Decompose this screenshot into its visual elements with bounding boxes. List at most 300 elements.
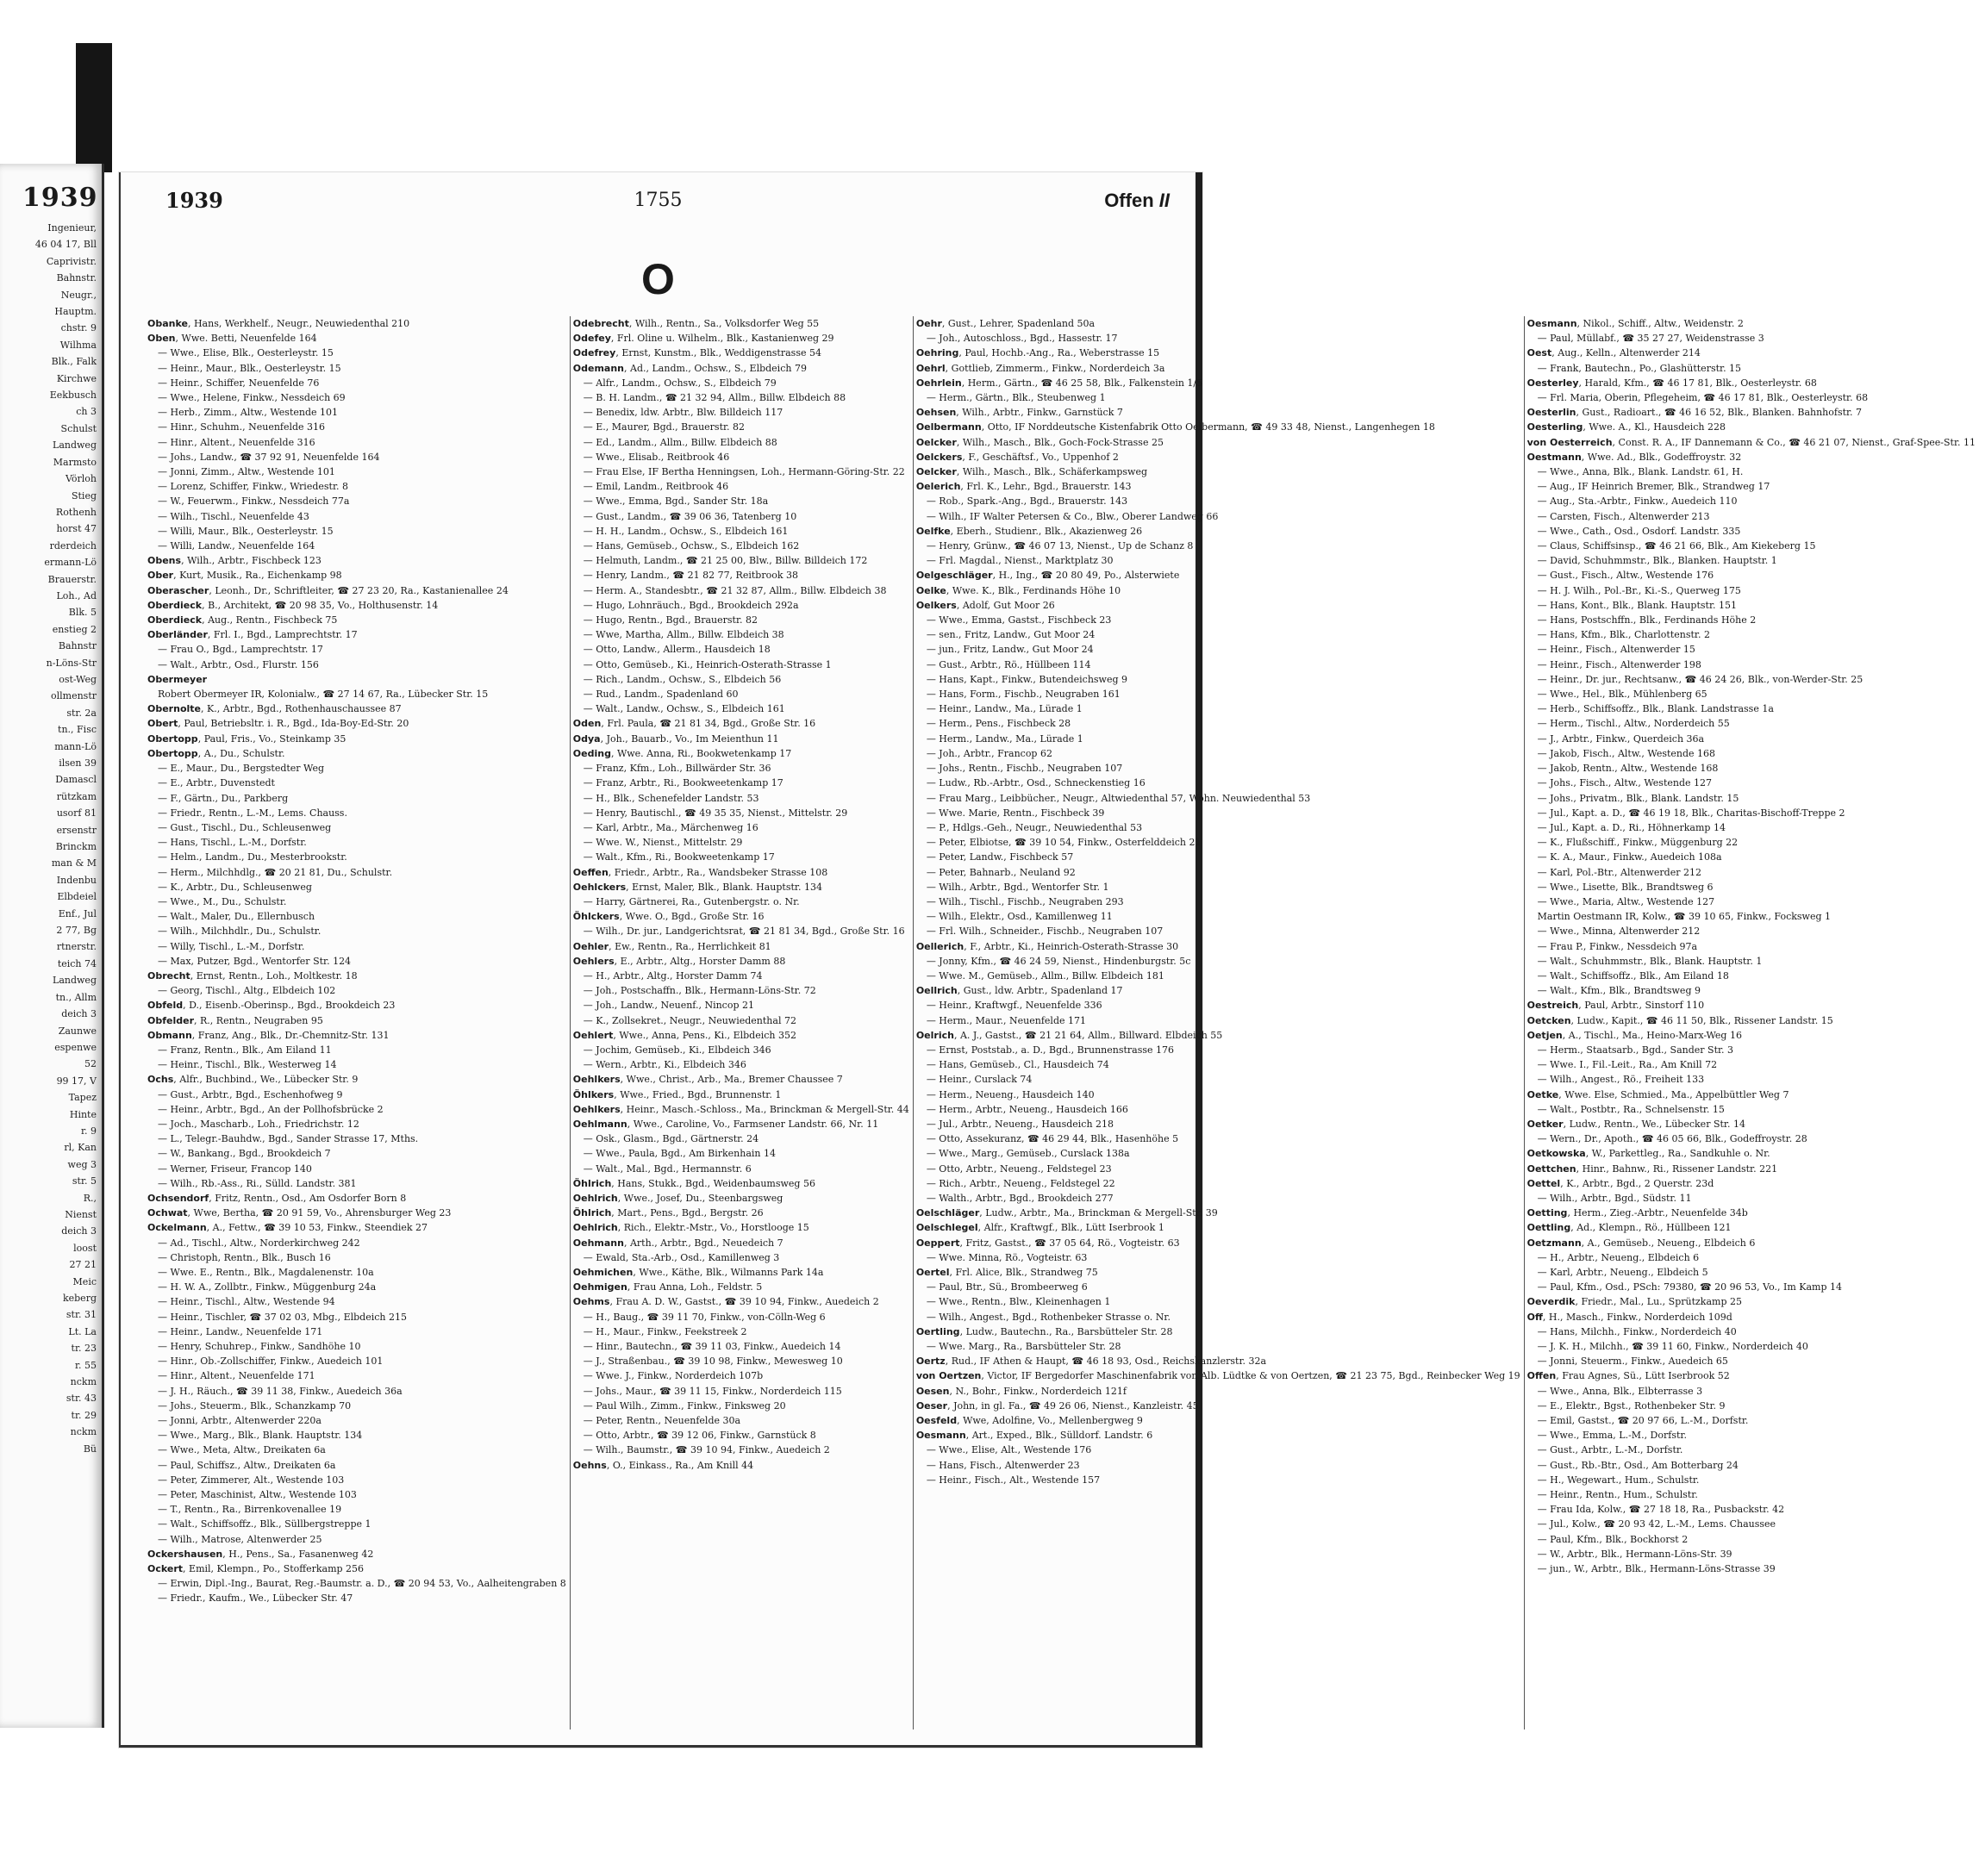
previous-page-line: Wilhma: [59, 339, 97, 351]
directory-entry: [573, 850, 909, 864]
directory-entry: [916, 390, 1520, 405]
entry-surname: Oehlkers: [572, 1074, 621, 1086]
entry-details: — Otto, Landw., Allerm., Hausdeich 18: [583, 644, 771, 656]
directory-entry: [1527, 494, 1976, 508]
previous-page-line: Caprivistr.: [46, 255, 97, 267]
entry-details: — Frl. Maria, Oberin, Pflegeheim, ☎ 46 17 81, Blk., Oesterleystr. 68: [1537, 392, 1869, 404]
directory-entry: [147, 524, 566, 539]
directory-column-3: [913, 316, 1524, 1730]
previous-page-line: tn., Fisc: [58, 724, 97, 736]
directory-entry: [573, 894, 909, 909]
entry-details: — Franz, Arbtr., Ri., Bookweetenkamp 17: [583, 777, 783, 789]
entry-surname: Oehring: [915, 347, 959, 359]
entry-details: — Hinr., Altent., Neuenfelde 316: [158, 436, 315, 448]
entry-details: — Peter, Landw., Fischbeck 57: [926, 851, 1074, 863]
entry-details: — Otto, Arbtr., Neueng., Feldstegel 23: [926, 1162, 1112, 1175]
directory-entry: [573, 1354, 909, 1368]
previous-page-line: Kirchwe: [56, 372, 97, 384]
directory-entry: [1527, 894, 1976, 909]
entry-details: — Karl, Pol.-Btr., Altenwerder 212: [1537, 866, 1701, 878]
entry-details: Paul, Betriebsltr. i. R., Bgd., Ida-Boy-Ed-Str. 20: [184, 718, 409, 730]
directory-entry: [147, 1324, 566, 1339]
directory-entry: [573, 627, 909, 642]
entry-surname: Off: [1526, 1311, 1543, 1323]
directory-entry: [147, 1368, 566, 1383]
entry-surname: Oellerich: [915, 940, 965, 952]
entry-details: — Paul, Btr., Sü., Brombeerweg 6: [926, 1281, 1088, 1293]
entry-details: — Gust., Rb.-Btr., Osd., Am Botterbarg 24: [1537, 1459, 1739, 1471]
entry-surname: Odemann: [572, 362, 625, 374]
entry-details: — Otto, Arbtr., ☎ 39 12 06, Finkw., Garnstück 8: [583, 1430, 816, 1442]
entry-details: — David, Schuhmmstr., Blk., Blanken. Hauptstr. 1: [1537, 555, 1777, 567]
entry-details: — Heinr., Schiffer, Neuenfelde 76: [158, 377, 320, 389]
directory-entry: Oehlkers, Heinr., Masch.-Schloss., Ma., Brinckman & Mergell-Str. 44: [572, 1103, 909, 1115]
entry-details: — Heinr., Dr. jur., Rechtsanw., ☎ 46 24 26, Blk., von-Werder-Str. 25: [1537, 673, 1864, 685]
entry-surname: Ober: [147, 570, 174, 582]
directory-entry: [916, 894, 1520, 909]
directory-entry: Oehlers, E., Arbtr., Altg., Horster Damm 88: [572, 955, 786, 967]
directory-entry: [573, 583, 909, 598]
entry-details: — Wwe. W., Nienst., Mittelstr. 29: [583, 837, 743, 849]
directory-entry: Oehsen, Wilh., Arbtr., Finkw., Garnstück 7: [915, 407, 1123, 419]
directory-entry: Oeffen, Friedr., Arbtr., Ra., Wandsbeker Strasse 108: [572, 866, 828, 878]
entry-details: — Peter, Rentn., Neuenfelde 30a: [583, 1415, 741, 1427]
entry-surname: Ockert: [147, 1563, 184, 1575]
directory-entry: [573, 1013, 909, 1028]
entry-details: Otto, IF Norddeutsche Kistenfabrik Otto Oelbermann, ☎ 49 33 48, Nienst., Langenhegen 18: [987, 421, 1435, 433]
entry-surname: Oehler: [572, 940, 609, 952]
entry-details: — Walt., Maler, Du., Ellernbusch: [158, 911, 315, 923]
entry-details: — F., Gärtn., Du., Parkberg: [158, 792, 289, 804]
previous-page-line: ollmenstr: [50, 690, 97, 702]
entry-details: F., Arbtr., Ki., Heinrich-Osterath-Strasse 30: [970, 940, 1179, 952]
entry-details: — Jonni, Zimm., Altw., Westende 101: [158, 466, 335, 478]
entry-surname: Obrecht: [147, 969, 190, 982]
previous-page-line: man & M: [51, 857, 97, 869]
directory-entry: Oden, Frl. Paula, ☎ 21 81 34, Bgd., Große Str. 16: [572, 718, 816, 730]
directory-entry: [147, 1265, 566, 1280]
directory-entry: [916, 1176, 1520, 1191]
entry-details: Paul, Arbtr., Sinstorf 110: [1584, 1000, 1705, 1012]
previous-page-line: 46 04 17, Bll: [34, 239, 97, 251]
entry-details: Ludw., Arbtr., Ma., Brinckman & Mergell-Str. 39: [985, 1207, 1218, 1219]
entry-details: H., Pens., Sa., Fasanenweg 42: [228, 1548, 374, 1560]
entry-details: Harald, Kfm., ☎ 46 17 81, Blk., Oesterleystr. 68: [1584, 377, 1817, 389]
entry-surname: Oetke: [1526, 1088, 1559, 1100]
directory-entry: Oetkowska, W., Parkettleg., Ra., Sandkuhle o. Nr.: [1526, 1148, 1770, 1160]
entry-details: — sen., Fritz, Landw., Gut Moor 24: [926, 629, 1096, 641]
entry-surname: Oelcker: [915, 466, 957, 478]
entry-surname: Oetker: [1526, 1118, 1564, 1130]
entry-details: — Johs., Rentn., Fischb., Neugraben 107: [926, 763, 1123, 775]
directory-entry: [1527, 701, 1976, 716]
entry-details: E., Arbtr., Altg., Horster Damm 88: [620, 955, 786, 967]
entry-details: — Gust., Fisch., Altw., Westende 176: [1537, 570, 1714, 582]
entry-details: Franz, Ang., Blk., Dr.-Chemnitz-Str. 131: [197, 1029, 390, 1041]
directory-entry: [1527, 568, 1976, 583]
previous-page-line: n-Löns-Str: [46, 657, 97, 669]
entry-details: — Heinr., Tischler, ☎ 37 02 03, Mbg., Elbdeich 215: [158, 1311, 407, 1323]
entry-details: Mart., Pens., Bgd., Bergstr. 26: [617, 1207, 764, 1219]
previous-page-line: 52: [84, 1058, 97, 1070]
directory-entry: [573, 1146, 909, 1161]
entry-surname: Oelbermann: [915, 421, 982, 433]
directory-entry: Oelcker, Wilh., Masch., Blk., Schäferkampsweg: [915, 466, 1147, 478]
entry-surname: Oehmigen: [572, 1281, 627, 1293]
entry-details: — Hans, Kont., Blk., Blank. Hauptstr. 151: [1537, 599, 1737, 611]
entry-details: — Karl, Arbtr., Neueng., Elbdeich 5: [1537, 1267, 1708, 1278]
directory-entry: Oertling, Ludw., Bautechn., Ra., Barsbütteler Str. 28: [915, 1325, 1173, 1337]
directory-entry: [573, 806, 909, 820]
entry-details: — Walt., Kfm., Ri., Bookweetenkamp 17: [583, 851, 775, 863]
entry-details: — K., Flußschiff., Finkw., Müggenburg 22: [1537, 837, 1739, 849]
entry-details: — Wilh., Matrose, Altenwerder 25: [158, 1533, 322, 1545]
entry-details: — T., Rentn., Ra., Birrenkovenallee 19: [158, 1504, 342, 1516]
directory-entry: [916, 924, 1520, 938]
directory-entry: [916, 746, 1520, 761]
directory-entry: Oetcken, Ludw., Kapit., ☎ 46 11 50, Blk., Rissener Landstr. 15: [1526, 1014, 1833, 1026]
entry-details: Frl. Alice, Blk., Strandweg 75: [955, 1267, 1098, 1278]
entry-surname: Oelke: [915, 584, 946, 596]
previous-page-lines: [0, 220, 102, 1457]
entry-details: — K., Arbtr., Du., Schleusenweg: [158, 881, 312, 893]
entry-details: Ew., Rentn., Ra., Herrlichkeit 81: [615, 940, 771, 952]
directory-entry: [573, 835, 909, 850]
entry-details: — Heinr., Tischl., Altw., Westende 94: [158, 1296, 335, 1308]
entry-details: — E., Elektr., Bgst., Rothenbeker Str. 9: [1537, 1399, 1726, 1412]
directory-entry: [147, 909, 566, 924]
entry-details: — Herm., Arbtr., Neueng., Hausdeich 166: [926, 1103, 1128, 1115]
entry-details: — Johs., Fisch., Altw., Westende 127: [1537, 777, 1713, 789]
entry-surname: Obertopp: [147, 732, 198, 745]
directory-entry: [147, 983, 566, 998]
directory-entry: [147, 820, 566, 835]
entry-details: — Hinr., Ob.-Zollschiffer, Finkw., Auedeich 101: [158, 1356, 384, 1368]
entry-details: — W., Arbtr., Blk., Hermann-Löns-Str. 39: [1537, 1548, 1732, 1560]
directory-entry: [573, 1428, 909, 1443]
directory-entry: [573, 1384, 909, 1399]
entry-surname: Oelerich: [915, 481, 961, 493]
entry-details: Wwe, Adolfine, Vo., Mellenbergweg 9: [963, 1415, 1143, 1427]
directory-entry: [1527, 1265, 1976, 1280]
directory-entry: [573, 539, 909, 553]
directory-entry: [573, 524, 909, 539]
directory-entry: Oeppert, Fritz, Gastst., ☎ 37 05 64, Rö., Vogteistr. 63: [915, 1237, 1180, 1249]
previous-page-line: r. 55: [74, 1359, 97, 1371]
entry-details: — Franz, Rentn., Blk., Am Eiland 11: [158, 1044, 332, 1056]
directory-entry: Oesmann, Nikol., Schiff., Altw., Weidenstr. 2: [1526, 318, 1744, 329]
previous-page-line: Bü: [83, 1443, 97, 1455]
entry-surname: Obfelder: [147, 1014, 195, 1026]
directory-entry: von Oertzen, Victor, IF Bergedorfer Maschinenfabrik von Alb. Lüdtke & von Oertzen, ☎ 21 23 75, Bgd., Reinbecker Weg 19: [915, 1370, 1520, 1382]
entry-details: Ad., Landm., Ochsw., S., Elbdeich 79: [630, 362, 807, 374]
entry-details: — Otto, Assekuranz, ☎ 46 29 44, Blk., Hasenhöhe 5: [926, 1133, 1179, 1145]
directory-entry: [916, 909, 1520, 924]
entry-details: — Ad., Tischl., Altw., Norderkirchweg 242: [158, 1237, 360, 1249]
previous-page-line: r. 9: [80, 1125, 97, 1137]
entry-details: — Joh., Landw., Neuenf., Nincop 21: [583, 1000, 755, 1012]
entry-details: — Wilh., Arbtr., Bgd., Wentorfer Str. 1: [926, 881, 1109, 893]
entry-details: — Jonny, Kfm., ☎ 46 24 59, Nienst., Hindenburgstr. 5c: [926, 955, 1191, 967]
entry-details: Alfr., Buchbind., We., Lübecker Str. 9: [179, 1074, 359, 1086]
entry-details: — Wwe., Emma, Bgd., Sander Str. 18a: [583, 495, 769, 508]
directory-entry: Odya, Joh., Bauarb., Vo., Im Meienthun 11: [572, 732, 779, 745]
entry-details: — Gust., Tischl., Du., Schleusenweg: [158, 821, 332, 833]
entry-details: — Hugo, Rentn., Bgd., Brauerstr. 82: [583, 614, 758, 626]
entry-details: — H., Arbtr., Neueng., Elbdeich 6: [1537, 1251, 1700, 1263]
directory-entry: [147, 658, 566, 672]
entry-surname: Oellrich: [915, 985, 958, 997]
entry-surname: Öhlkers: [572, 1088, 615, 1100]
entry-surname: Obernolte: [147, 703, 201, 715]
entry-details: Wwe. K., Blk., Ferdinands Höhe 10: [952, 584, 1121, 596]
previous-page-line: Schulst: [60, 422, 97, 434]
entry-surname: Oehlers: [572, 955, 615, 967]
directory-entry: [1527, 1057, 1976, 1072]
directory-entry: [916, 1043, 1520, 1057]
previous-page-line: Brinckm: [55, 841, 97, 853]
entry-details: Emil, Klempn., Po., Stofferkamp 256: [189, 1563, 365, 1575]
entry-details: — Ludw., Rb.-Arbtr., Osd., Schneckenstieg 16: [926, 777, 1146, 789]
entry-details: — J., Straßenbau., ☎ 39 10 98, Finkw., Mewesweg 10: [583, 1356, 843, 1368]
directory-entry: Oeser, John, in gl. Fa., ☎ 49 26 06, Nienst., Kanzleistr. 45: [915, 1399, 1199, 1412]
directory-entry: [1527, 909, 1976, 924]
entry-details: Frl. Paula, ☎ 21 81 34, Bgd., Große Str. 16: [607, 718, 816, 730]
entry-details: Ludw., Kapit., ☎ 46 11 50, Blk., Rissener Landstr. 15: [1576, 1014, 1833, 1026]
entry-details: — Johs., Steuerm., Blk., Schanzkamp 70: [158, 1399, 352, 1412]
directory-entry: [1527, 716, 1976, 731]
directory-entry: [147, 509, 566, 524]
directory-entry: [573, 509, 909, 524]
entry-details: — E., Arbtr., Duvenstedt: [158, 777, 275, 789]
entry-details: — Paul Wilh., Zimm., Finkw., Finksweg 20: [583, 1399, 786, 1412]
entry-details: Wilh., Masch., Blk., Goch-Fock-Strasse 25: [962, 436, 1164, 448]
directory-entry: [1527, 835, 1976, 850]
directory-entry: [573, 969, 909, 983]
entry-details: Leonh., Dr., Schriftleiter, ☎ 27 23 20, Ra., Kastanienallee 24: [215, 584, 509, 596]
directory-entry: Oben, Wwe. Betti, Neuenfelde 164: [147, 333, 317, 345]
previous-page-edge: [0, 164, 104, 1728]
entry-details: Wwe., Käthe, Blk., Wilmanns Park 14a: [639, 1267, 824, 1278]
entry-details: Wwe. Else, Schmied., Ma., Appelbüttler Weg 7: [1564, 1088, 1789, 1100]
entry-details: — Wern., Arbtr., Ki., Elbdeich 346: [583, 1059, 746, 1071]
entry-details: Wwe., Caroline, Vo., Farmsener Landstr. 66, Nr. 11: [633, 1118, 879, 1130]
directory-entry: [1527, 1384, 1976, 1399]
directory-entry: Oehmichen, Wwe., Käthe, Blk., Wilmanns Park 14a: [572, 1267, 824, 1278]
entry-details: — Hans, Tischl., L.-M., Dorfstr.: [158, 837, 307, 849]
entry-details: B., Architekt, ☎ 20 98 35, Vo., Holthusenstr. 14: [208, 599, 439, 611]
previous-page-line: 99 17, V: [56, 1075, 97, 1087]
previous-page-line: chstr. 9: [60, 322, 97, 334]
directory-entry: Oehlckers, Ernst, Maler, Blk., Blank. Hauptstr. 134: [572, 881, 822, 893]
directory-entry: Obfelder, R., Rentn., Neugraben 95: [147, 1014, 323, 1026]
entry-details: — Wilh., Rb.-Ass., Ri., Sülld. Landstr. 381: [158, 1177, 357, 1189]
directory-entry: [1527, 939, 1976, 954]
entry-surname: Offen: [1526, 1370, 1557, 1382]
entry-surname: Oeffen: [572, 866, 609, 878]
directory-entry: [1527, 776, 1976, 790]
directory-entry: Off, H., Masch., Finkw., Norderdeich 109d: [1526, 1311, 1732, 1323]
entry-details: Fritz, Rentn., Osd., Am Osdorfer Born 8: [215, 1192, 407, 1204]
directory-entry: Obens, Wilh., Arbtr., Fischbeck 123: [147, 555, 322, 567]
entry-details: — Wwe, Martha, Allm., Billw. Elbdeich 38: [583, 629, 784, 641]
directory-entry: [916, 806, 1520, 820]
entry-details: — Herm., Gärtn., Blk., Steubenweg 1: [926, 392, 1106, 404]
entry-details: — Gust., Arbtr., L.-M., Dorfstr.: [1537, 1444, 1683, 1456]
entry-surname: Oelrich: [915, 1029, 954, 1041]
directory-entry: [147, 1576, 566, 1591]
directory-entry: Obertopp, Paul, Fris., Vo., Steinkamp 35: [147, 732, 346, 745]
directory-entry: [1527, 732, 1976, 746]
entry-details: — Herb., Schiffsoffz., Blk., Blank. Landstrasse 1a: [1537, 703, 1774, 715]
directory-entry: Oertel, Frl. Alice, Blk., Strandweg 75: [915, 1267, 1098, 1278]
entry-details: — Wwe., Emma, Gastst., Fischbeck 23: [926, 614, 1112, 626]
directory-entry: Oelcker, Wilh., Masch., Blk., Goch-Fock-Strasse 25: [915, 436, 1164, 448]
directory-entry: [147, 1428, 566, 1443]
entry-surname: Odefrey: [572, 347, 616, 359]
directory-entry: Oehmann, Arth., Arbtr., Bgd., Neuedeich 7: [572, 1237, 783, 1249]
directory-entry: [573, 1057, 909, 1072]
directory-entry: [1527, 642, 1976, 657]
entry-details: — Frau Marg., Leibbücher., Neugr., Altwiedenthal 57, Wohn. Neuwiedenthal 53: [926, 792, 1311, 804]
directory-entry: [573, 1043, 909, 1057]
directory-entry: [1527, 553, 1976, 568]
entry-details: — Friedr., Rentn., L.-M., Lems. Chauss.: [158, 807, 347, 819]
entry-surname: Öhlckers: [572, 911, 620, 923]
entry-details: — H. H., Landm., Ochsw., S., Elbdeich 161: [583, 525, 789, 537]
entry-surname: Oestreich: [1526, 1000, 1579, 1012]
directory-entry: [147, 450, 566, 464]
entry-surname: Obens: [147, 555, 182, 567]
entry-details: — jun., W., Arbtr., Blk., Hermann-Löns-Strasse 39: [1537, 1563, 1776, 1575]
entry-details: — Jul., Arbtr., Neueng., Hausdeich 218: [926, 1118, 1114, 1130]
directory-column-1: [145, 316, 570, 1730]
entry-surname: Obermeyer: [147, 673, 208, 685]
entry-details: K., Arbtr., Bgd., Rothenhauschaussee 87: [207, 703, 402, 715]
entry-details: Adolf, Gut Moor 26: [962, 599, 1055, 611]
directory-entry: [1527, 1354, 1976, 1368]
entry-details: — E., Maurer, Bgd., Brauerstr. 82: [583, 421, 746, 433]
directory-page: [119, 172, 1976, 1748]
entry-details: — Hinr., Altent., Neuenfelde 171: [158, 1370, 315, 1382]
entry-surname: Oberascher: [147, 584, 209, 596]
section-letter: O: [641, 255, 675, 303]
entry-surname: Oesterlin: [1526, 407, 1576, 419]
entry-details: R., Rentn., Neugraben 95: [200, 1014, 323, 1026]
previous-page-line: ilsen 39: [59, 757, 97, 769]
directory-entry: Odefey, Frl. Oline u. Wilhelm., Blk., Kastanienweg 29: [572, 333, 834, 345]
entry-details: — Wwe. J., Finkw., Norderdeich 107b: [583, 1370, 764, 1382]
directory-entry: [147, 1384, 566, 1399]
entry-details: — P., Hdlgs.-Geh., Neugr., Neuwiedenthal 53: [926, 821, 1143, 833]
entry-details: Wilh., Arbtr., Fischbeck 123: [187, 555, 322, 567]
directory-entry: Obrecht, Ernst, Rentn., Loh., Moltkestr. 18: [147, 969, 358, 982]
entry-details: — Hinr., Schuhm., Neuenfelde 316: [158, 421, 326, 433]
directory-entry: [1527, 524, 1976, 539]
entry-surname: Ochs: [147, 1074, 174, 1086]
entry-details: — Wwe., Marg., Blk., Blank. Hauptstr. 134: [158, 1430, 363, 1442]
entry-details: Frl. I., Bgd., Lamprechtstr. 17: [213, 629, 358, 641]
directory-entry: Oetzmann, A., Gemüseb., Neueng., Elbdeich 6: [1526, 1237, 1756, 1249]
previous-page-line: Brauerstr.: [47, 573, 97, 585]
entry-details: — H., Arbtr., Altg., Horster Damm 74: [583, 969, 763, 982]
directory-entry: Oestmann, Wwe. Ad., Blk., Godeffroystr. 32: [1526, 451, 1742, 463]
entry-details: — Rich., Arbtr., Neueng., Feldstegel 22: [926, 1177, 1115, 1189]
entry-details: Wwe. Betti, Neuenfelde 164: [181, 333, 317, 345]
entry-details: Wilh., Arbtr., Finkw., Garnstück 7: [962, 407, 1123, 419]
directory-entry: [1527, 865, 1976, 880]
entry-details: Hinr., Bahnw., Ri., Rissener Landstr. 221: [1582, 1162, 1778, 1175]
directory-entry: [573, 701, 909, 716]
entry-details: N., Bohr., Finkw., Norderdeich 121f: [955, 1385, 1127, 1397]
entry-surname: Oehrl: [915, 362, 946, 374]
entry-details: H., Masch., Finkw., Norderdeich 109d: [1548, 1311, 1732, 1323]
directory-entry: [573, 1250, 909, 1265]
previous-page-line: Meic: [72, 1275, 97, 1287]
directory-entry: Odemann, Ad., Landm., Ochsw., S., Elbdeich 79: [572, 362, 807, 374]
directory-entry: [916, 1131, 1520, 1146]
entry-surname: Oesterling: [1526, 421, 1583, 433]
entry-surname: Oettel: [1526, 1177, 1561, 1189]
entry-details: Wwe. A., Kl., Hausdeich 228: [1589, 421, 1726, 433]
entry-details: — Wwe., Hel., Blk., Mühlenberg 65: [1537, 689, 1707, 701]
directory-entry: [147, 1591, 566, 1605]
directory-entry: [1527, 1561, 1976, 1576]
directory-entry: [573, 1131, 909, 1146]
directory-entry: [1527, 983, 1976, 998]
entry-details: F., Geschäftsf., Vo., Uppenhof 2: [968, 451, 1119, 463]
directory-entry: [147, 1532, 566, 1547]
entry-details: — Gust., Arbtr., Bgd., Eschenhofweg 9: [158, 1088, 343, 1100]
directory-entry: [573, 376, 909, 390]
entry-details: — Johs., Privatm., Blk., Blank. Landstr. 15: [1537, 792, 1739, 804]
directory-entry: [147, 642, 566, 657]
previous-page-line: Stieg: [71, 489, 97, 502]
entry-details: Ernst, Rentn., Loh., Moltkestr. 18: [196, 969, 358, 982]
directory-entry: [916, 1443, 1520, 1457]
directory-entry: Ochwat, Wwe, Bertha, ☎ 20 91 59, Vo., Ahrensburger Weg 23: [147, 1207, 452, 1219]
entry-details: — Emil, Landm., Reitbrook 46: [583, 481, 729, 493]
directory-entry: [147, 405, 566, 420]
entry-details: — Werner, Friseur, Francop 140: [158, 1162, 312, 1175]
entry-details: — Hans, Gemüseb., Ochsw., S., Elbdeich 162: [583, 540, 800, 552]
entry-details: — Wwe. Marg., Ra., Barsbütteler Str. 28: [926, 1341, 1121, 1353]
entry-details: — Rich., Landm., Ochsw., S., Elbdeich 56: [583, 673, 782, 685]
previous-page-line: Blk., Falk: [51, 356, 97, 368]
entry-details: Frau A. D. W., Gastst., ☎ 39 10 94, Finkw., Auedeich 2: [615, 1296, 879, 1308]
entry-surname: Ockershausen: [147, 1548, 223, 1560]
previous-page-line: Elbdeiel: [57, 891, 97, 903]
entry-details: — Frl. Wilh., Schneider., Fischb., Neugraben 107: [926, 926, 1164, 938]
running-head-roman: II: [1158, 190, 1170, 211]
entry-surname: Oetkowska: [1526, 1148, 1586, 1160]
entry-surname: Ochwat: [147, 1207, 188, 1219]
directory-entry: [147, 479, 566, 494]
directory-entry: [1527, 613, 1976, 627]
previous-page-line: keberg: [62, 1293, 97, 1304]
entry-details: — Hugo, Lohnräuch., Bgd., Brookdeich 292a: [583, 599, 799, 611]
directory-entry: [916, 761, 1520, 776]
directory-entry: [573, 494, 909, 508]
entry-surname: Odefey: [572, 333, 611, 345]
directory-entry: Ochs, Alfr., Buchbind., We., Lübecker Str. 9: [147, 1074, 359, 1086]
directory-entry: [147, 346, 566, 360]
previous-page-line: rderdeich: [49, 539, 97, 552]
entry-details: — Max, Putzer, Bgd., Wentorfer Str. 124: [158, 955, 352, 967]
directory-entry: Oelckers, F., Geschäftsf., Vo., Uppenhof 2: [915, 451, 1119, 463]
entry-details: — Aug., IF Heinrich Bremer, Blk., Strandweg 17: [1537, 481, 1770, 493]
directory-entry: [916, 732, 1520, 746]
